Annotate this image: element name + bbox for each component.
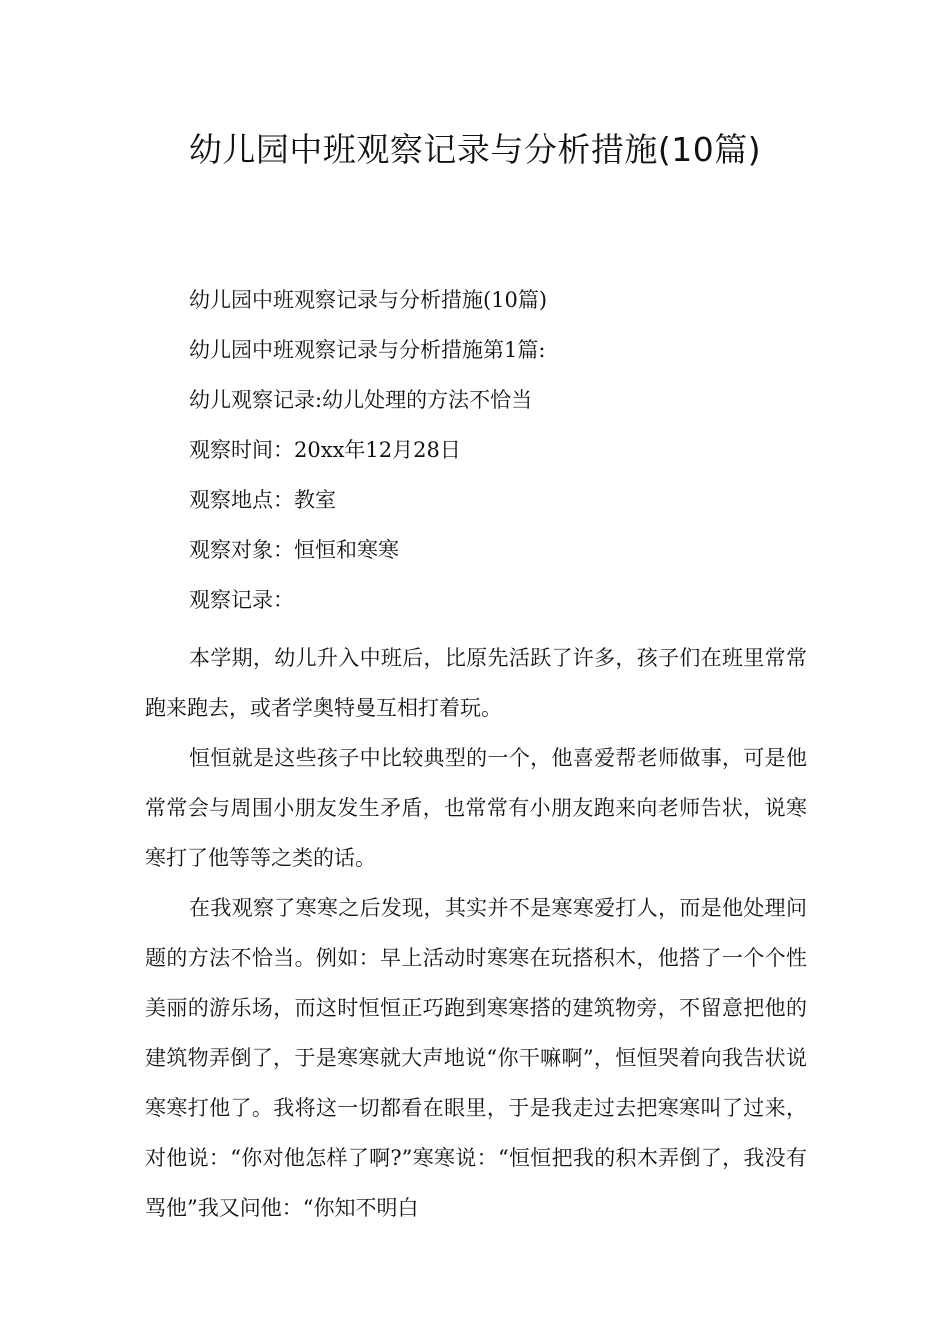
body-paragraph: 在我观察了寒寒之后发现，其实并不是寒寒爱打人，而是他处理问题的方法不恰当。例如：早上活动时寒寒在玩搭积木，他搭了一个个性美丽的游乐场，而这时恒恒正巧跑到寒寒搭的建筑物旁，不留意把他的建筑物弄倒了，于是寒寒就大声地说“你干嘛啊”，恒恒哭着向我告状说寒寒打他了。我将这一切都看在眼里，于是我走过去把寒寒叫了过来，对他说：“你对他怎样了啊?”寒寒说：“恒恒把我的积木弄倒了，我没有骂他”我又问他：“你知不明白	[145, 896, 807, 1220]
observation-subjects: 观察对象：恒恒和寒寒	[189, 538, 399, 562]
body-paragraph: 本学期，幼儿升入中班后，比原先活跃了许多，孩子们在班里常常跑来跑去，或者学奥特曼互相打着玩。	[145, 646, 807, 720]
body-paragraph: 恒恒就是这些孩子中比较典型的一个，他喜爱帮老师做事，可是他常常会与周围小朋友发生矛盾，也常常有小朋友跑来向老师告状，说寒寒打了他等等之类的话。	[145, 746, 807, 870]
observation-place: 观察地点：教室	[189, 488, 336, 512]
subtitle-line: 幼儿园中班观察记录与分析措施(10篇)	[189, 288, 548, 312]
record-title: 幼儿观察记录:幼儿处理的方法不恰当	[189, 388, 533, 412]
document-title: 幼儿园中班观察记录与分析措施(10篇)	[188, 130, 762, 169]
chapter-heading: 幼儿园中班观察记录与分析措施第1篇:	[189, 338, 546, 362]
observation-time: 观察时间：20xx年12月28日	[189, 438, 461, 462]
observation-record-label: 观察记录：	[189, 588, 294, 612]
document-body	[145, 283, 807, 1233]
